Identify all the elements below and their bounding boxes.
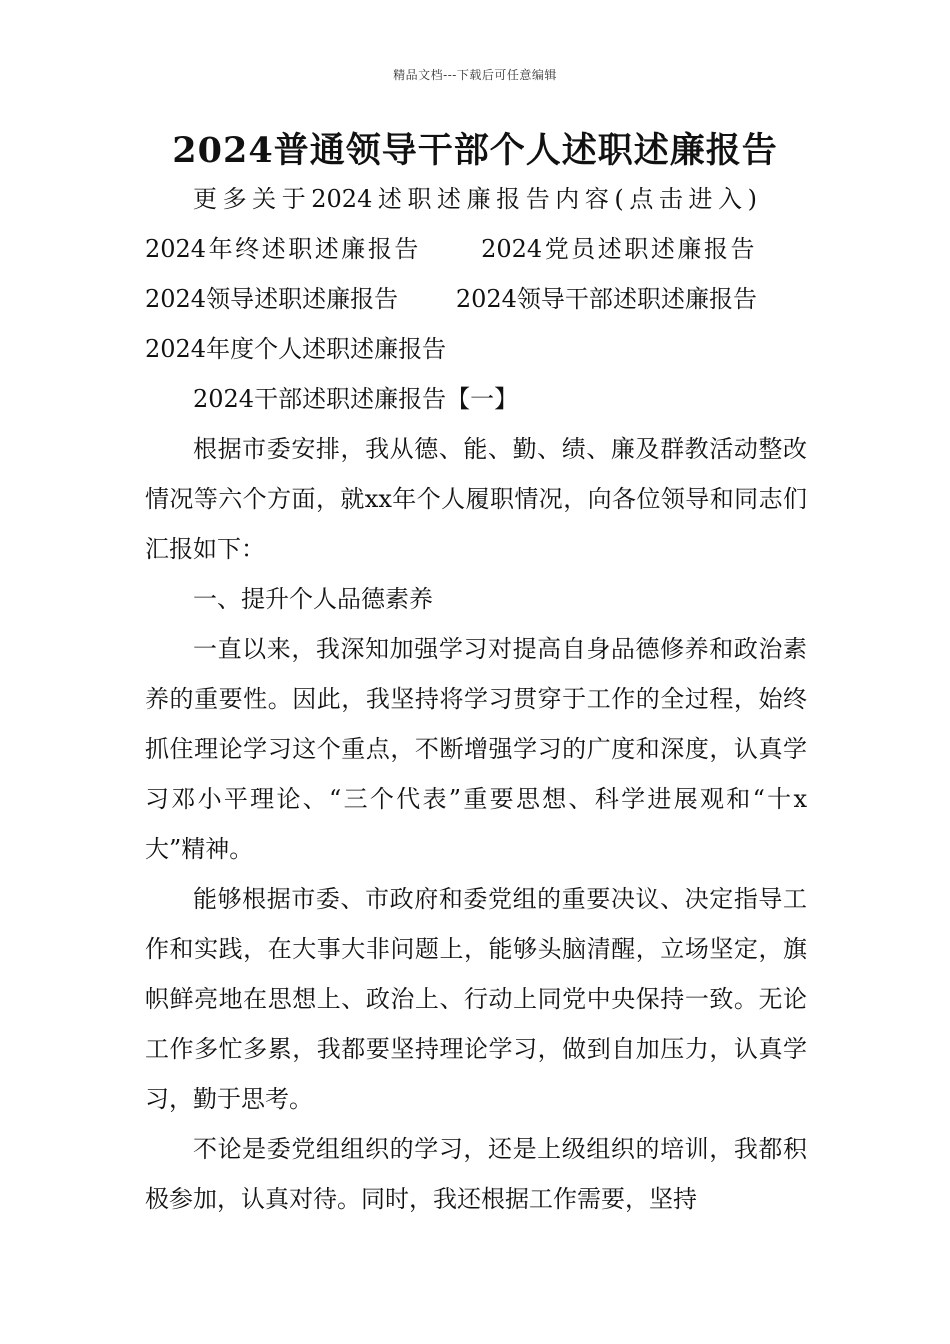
related-link-3[interactable]: 2024领导述职述廉报告 <box>145 285 399 313</box>
document-title: 2024普通领导干部个人述职述廉报告 <box>172 130 778 171</box>
document-body <box>145 174 807 1224</box>
related-link-5[interactable]: 2024年度个人述职述廉报告 <box>145 335 447 363</box>
intro-link[interactable]: 更多关于2024述职述廉报告内容(点击进入) <box>193 185 757 213</box>
related-link-1[interactable]: 2024年终述职述廉报告 <box>145 235 421 263</box>
section-heading: 2024干部述职述廉报告【一】 <box>193 385 519 413</box>
paragraph-3: 能够根据市委、市政府和委党组的重要决议、决定指导工作和实践，在大事大非问题上，能够头脑清醒，立场坚定，旗帜鲜亮地在思想上、政治上、行动上同党中央保持一致。无论工作多忙多累，我都要坚持理论学习，做到自加压力，认真学习，勤于思考。 <box>145 885 807 1113</box>
related-link-4[interactable]: 2024领导干部述职述廉报告 <box>455 285 757 313</box>
paragraph-4: 不论是委党组组织的学习，还是上级组织的培训，我都积极参加，认真对待。同时，我还根据工作需要，坚持 <box>145 1135 807 1213</box>
paragraph-2: 一直以来，我深知加强学习对提高自身品德修养和政治素养的重要性。因此，我坚持将学习贯穿于工作的全过程，始终抓住理论学习这个重点，不断增强学习的广度和深度，认真学习邓小平理论、“三个代表”重要思想、科学进展观和“十x大”精神。 <box>145 635 807 863</box>
related-links-paragraph <box>145 174 807 374</box>
subheading-1: 一、提升个人品德素养 <box>193 585 433 613</box>
related-link-2[interactable]: 2024党员述职述廉报告 <box>481 235 758 263</box>
header-note: 精品文档---下载后可任意编辑 <box>393 68 557 82</box>
paragraph-1: 根据市委安排，我从德、能、勤、绩、廉及群教活动整改情况等六个方面，就xx年个人履职情况，向各位领导和同志们汇报如下： <box>145 435 807 563</box>
